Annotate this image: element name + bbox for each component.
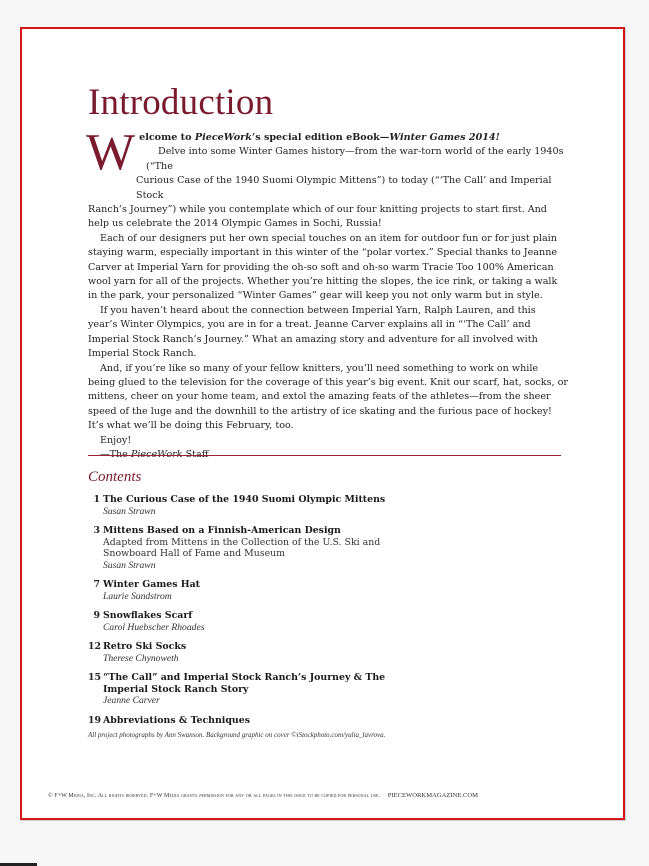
- toc-item[interactable]: [88, 641, 428, 664]
- toc-item[interactable]: [88, 672, 428, 707]
- section-divider: [88, 455, 561, 456]
- toc-page-number: 19: [88, 714, 102, 726]
- introduction-body: [86, 124, 568, 462]
- magazine-name: PieceWork: [194, 132, 252, 143]
- toc-title[interactable]: The Curious Case of the 1940 Suomi Olympic Mittens: [103, 494, 386, 505]
- toc-title[interactable]: Abbreviations & Techniques: [103, 714, 250, 726]
- lead-text: ’s special edition eBook—: [251, 132, 390, 143]
- toc-description: Adapted from Mittens in the Collection of the U.S. Ski and Snowboard Hall of Fame and Museum: [103, 536, 381, 559]
- toc-title[interactable]: Retro Ski Socks: [103, 641, 187, 652]
- toc-item[interactable]: [88, 525, 428, 571]
- photo-credit: All project photographs by Ann Swanson. Background graphic on cover ©iStockphoto.com/yulia_lavrova.: [88, 731, 386, 739]
- toc-author: Susan Strawn: [103, 559, 156, 571]
- toc-item[interactable]: [88, 579, 428, 602]
- contents-heading: Contents: [88, 469, 142, 485]
- intro-paragraph-1-line-1: Delve into some Winter Games history—from the war-torn world of the early 1940s (“The: [146, 146, 564, 172]
- table-of-contents: [88, 494, 428, 734]
- toc-item[interactable]: [88, 610, 428, 633]
- toc-title[interactable]: Winter Games Hat: [103, 579, 201, 590]
- ebook-title: Winter Games 2014!: [389, 132, 500, 143]
- toc-title[interactable]: Mittens Based on a Finnish-American Design: [103, 525, 341, 536]
- intro-paragraph-1-rest: Ranch’s Journey”) while you contemplate which of our four knitting projects to start first. And help us celebrate the 2014 Olympic Games in Sochi, Russia!: [88, 204, 547, 230]
- intro-lead-line: [88, 131, 568, 145]
- intro-paragraph-2: Each of our designers put her own special touches on an item for outdoor fun or for just plain staying warm, especially important in this winter of the “polar vortex.” Special thanks to Jeanne Carver at Imperial Yarn for providing the oh-so soft and oh-so warm Tracie Too 100% American wool yarn for all of the projects. Whether you’re hitting the slopes, the ice rink, or taking a walk in the park, your personalized “Winter Games” gear will keep you not only warm but in style.: [88, 232, 558, 302]
- document-page: [20, 27, 625, 820]
- copyright-notice: © F+W Media, Inc. All rights reserved. F+W Media grants permission for any or all pages in this issue to be copied for personal use.: [48, 793, 381, 799]
- toc-page-number: 7: [93, 579, 100, 590]
- toc-page-number: 12: [88, 641, 102, 652]
- toc-author: Susan Strawn: [103, 505, 156, 517]
- toc-title[interactable]: “The Call” and Imperial Stock Ranch’s Journey & The Imperial Stock Ranch Story: [103, 672, 386, 695]
- page-title: Introduction: [88, 82, 274, 123]
- toc-author: Carol Huebscher Rhoades: [103, 621, 205, 633]
- toc-title[interactable]: Snowflakes Scarf: [103, 610, 193, 621]
- toc-page-number: 15: [88, 672, 102, 683]
- page-footer: [48, 792, 608, 799]
- toc-item[interactable]: [88, 494, 428, 517]
- drop-cap: W: [86, 124, 136, 181]
- lead-text: elcome to: [139, 132, 195, 143]
- toc-author: Jeanne Carver: [103, 695, 160, 706]
- intro-paragraph-4: And, if you’re like so many of your fellow knitters, you’ll need something to work on while being glued to the television for the coverage of this year’s big event. Knit our scarf, hat, socks, or mittens, cheer on your home team, and extol the amazing feats of the athletes—from the sheer speed of the luge and the downhill to the artistry of ice skating and the furious pace of hockey! It’s what we’ll be doing this February, too.: [88, 362, 568, 432]
- signoff: Enjoy!: [100, 434, 132, 446]
- intro-paragraph-1-line-2: Curious Case of the 1940 Suomi Olympic Mittens”) to today (“‘The Call’ and Imperial Stock: [136, 175, 552, 201]
- toc-page-number: 3: [93, 525, 100, 536]
- toc-author: Therese Chynoweth: [103, 652, 179, 664]
- website-link[interactable]: PIECEWORKMAGAZINE.COM: [387, 792, 479, 799]
- toc-page-number: 1: [93, 494, 100, 505]
- intro-paragraph-3: If you haven’t heard about the connection between Imperial Yarn, Ralph Lauren, and this year’s Winter Olympics, you are in for a treat. Jeanne Carver explains all in “‘The Call’ and Imperial Stock Ranch’s Journey.” What an amazing story and adventure for all involved with Imperial Stock Ranch.: [88, 304, 538, 360]
- toc-item[interactable]: [88, 715, 428, 727]
- toc-author: Laurie Sundstrom: [103, 590, 172, 602]
- toc-page-number: 9: [93, 610, 100, 621]
